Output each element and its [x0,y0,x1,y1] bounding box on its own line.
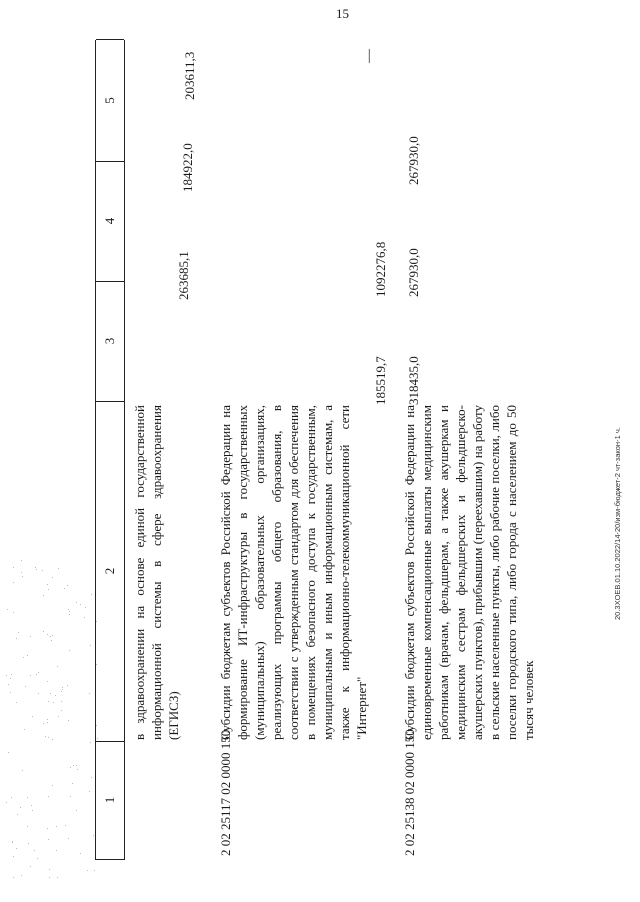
speckle [47,584,48,585]
speckle [68,838,69,839]
speckle [8,752,9,753]
speckle [61,701,62,702]
speckle [30,636,31,637]
speckle [49,877,50,878]
speckle [22,770,23,771]
speckle [62,689,63,690]
speckle [52,635,53,636]
speckle [94,870,95,871]
speckle [13,856,14,857]
row-code: 2 02 25138 02 0000 150 [402,729,417,856]
row-value-col4: 1092276,8 [373,241,388,297]
speckle [52,577,53,578]
speckle [7,609,8,610]
speckle [43,595,44,596]
speckle [16,638,17,639]
speckle [6,802,7,803]
speckle [52,739,53,740]
row-value-col4: 184922,0 [180,143,195,192]
speckle [96,621,97,622]
speckle [13,567,14,568]
speckle [91,777,92,778]
speckle [23,657,24,658]
speckle [47,828,48,829]
header-col-4: 4 [96,161,124,282]
speckle [13,582,14,583]
speckle [89,791,90,792]
speckle [11,674,12,675]
speckle [48,589,49,590]
speckle [6,675,7,676]
speckle [31,805,32,806]
speckle [50,636,51,637]
speckle [47,719,48,720]
speckle [70,796,71,797]
speckle [90,645,91,646]
speckle [48,701,49,702]
header-col-5: 5 [96,39,124,162]
row-description: Субсидии бюджетам субъектов Российской Федерации на формирование ИТ-инфраструктуры в государственных (муниципальных) образовательных организациях, реализующих программы общего образования, в соответствии с утвержденным стандартом для обеспечения в помещениях безопасного доступа к государственным, муниципальным и иным информационным системам, а также к информационно-телекоммуникационной сети "Интернет" [218,405,369,740]
speckle [69,614,70,615]
table-row [131,40,201,860]
speckle [80,604,81,605]
speckle [56,826,57,827]
speckle [27,826,28,827]
speckle [37,858,38,859]
table-row [401,40,581,860]
speckle [55,695,56,696]
speckle [84,617,85,618]
speckle [64,588,65,589]
speckle [32,810,33,811]
speckle [42,570,43,571]
speckle [58,568,59,569]
speckle [97,738,98,739]
speckle [48,737,49,738]
speckle [28,843,29,844]
speckle [48,839,49,840]
speckle [85,607,86,608]
speckle [20,807,21,808]
speckle [53,702,54,703]
header-col-3: 3 [96,281,124,402]
speckle [91,594,92,595]
speckle [11,797,12,798]
speckle [13,877,14,878]
speckle [56,850,57,851]
speckle [36,569,37,570]
speckle [96,725,97,726]
speckle [61,710,62,711]
speckle [65,825,66,826]
speckle [70,767,71,768]
speckle [67,585,68,586]
speckle [93,835,94,836]
header-col-1: 1 [96,741,124,860]
speckle [69,611,70,612]
speckle [43,723,44,724]
speckle [57,666,58,667]
speckle [21,560,22,561]
page-number: 15 [336,6,349,21]
dash-mark: — [362,49,377,63]
row-value-col3: 318435,0 [406,356,421,405]
speckle [36,674,37,675]
speckle [57,877,58,878]
speckle [22,576,23,577]
row-description: Субсидии бюджетам субъектов Российской Федерации на единовременные компенсационные выплаты медицинским работникам (врачам, фельдшерам, а также акушеркам и медицинским сестрам фельдшерских и фельдшерско-акушерских пунктов), прибывшим (переехавшим) на работу в сельские населенные пункты, либо рабочие поселки, либо поселки городского типа, либо города с населением до 50 тысяч человек [402,405,536,740]
row-value-col4: 267930,0 [406,248,421,297]
speckle [96,664,97,665]
speckle [72,783,73,784]
speckle [51,640,52,641]
speckle [8,684,9,685]
speckle [13,612,14,613]
speckle [27,655,28,656]
speckle [10,678,11,679]
speckle [62,687,63,688]
speckle [47,634,48,635]
row-value-col5: 203611,3 [182,51,197,100]
speckle [61,691,62,692]
speckle [34,850,35,851]
speckle [32,716,33,717]
speckle [49,869,50,870]
header-col-2: 2 [96,401,124,742]
speckle [38,672,39,673]
speckle [47,722,48,723]
speckle [50,693,51,694]
speckle [76,602,77,603]
speckle [30,675,31,676]
table-row [217,40,387,860]
speckle [87,870,88,871]
speckle [52,785,53,786]
speckle [73,765,74,766]
speckle [90,742,91,743]
row-value-col5: 267930,0 [406,136,421,185]
row-value-col3: 263685,1 [176,251,191,300]
speckle [38,693,39,694]
speckle [24,729,25,730]
speckle [43,631,44,632]
speckle [25,686,26,687]
speckle [35,567,36,568]
speckle [21,572,22,573]
speckle [10,692,11,693]
speckle [16,702,17,703]
speckle [58,716,59,717]
speckle [27,797,28,798]
speckle [68,720,69,721]
speckle [76,810,77,811]
speckle [45,736,46,737]
speckle [76,765,77,766]
speckle [69,650,70,651]
speckle [12,842,13,843]
speckle [17,814,18,815]
budget-table [95,40,590,860]
speckle [89,693,90,694]
speckle [30,866,31,867]
speckle [68,609,69,610]
table-header-row [95,40,125,860]
speckle [47,681,48,682]
speckle [48,796,49,797]
speckle [18,632,19,633]
row-code: 2 02 25117 02 0000 150 [218,729,233,856]
speckle [21,875,22,876]
footer-document-code: 20.3XOEB.01.10.2022/14-20/изм-бюджет-2 чт-закон-1 ч. [613,427,622,620]
speckle [77,769,78,770]
speckle [16,848,17,849]
row-description: в здравоохранении на основе единой государственной информационной системы в сфере здравоохранения (ЕГИСЗ) [132,405,181,740]
speckle [80,853,81,854]
speckle [67,685,68,686]
row-value-col3: 185519,7 [373,356,388,405]
